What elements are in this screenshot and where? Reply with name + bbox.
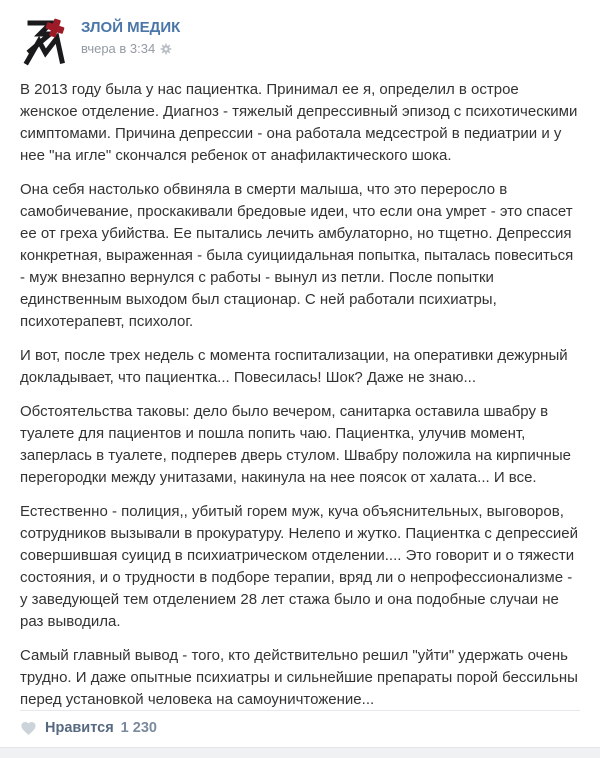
author-avatar[interactable] [16,15,68,67]
post-header [0,0,600,77]
zm-logo-icon [16,15,68,67]
likes-row [0,711,600,747]
post-paragraph: Обстоятельства таковы: дело было вечером, санитарка оставила швабру в туалете для пациентов и пошла попить чаю. Пациентка, улучив момент, заперлась в туалете, подперев дверь стулом. Швабру положила на кирпичные перегородки между унитазами, накинула на нее поясок от халата... И все. [20,403,571,486]
post-timestamp-link[interactable]: вчера в 3:34 [81,41,156,56]
post-paragraph: Самый главный вывод - того, кто действительно решил "уйти" удержать очень трудно. И даже опытные психиатры и сильнейшие препараты порой бессильны перед установкой человека на самоуничтожение... [20,647,578,708]
heart-icon [20,720,37,736]
like-count: 1 230 [120,720,157,736]
post-text [0,77,600,710]
like-label: Нравится [45,720,114,736]
post-paragraph: И вот, после трех недель с момента госпитализации, на оперативки дежурный докладывает, что пациентка... Повесилась! Шок? Даже не знаю... [20,347,568,386]
author-name-link[interactable]: ЗЛОЙ МЕДИК [81,19,181,36]
post-paragraph: Естественно - полиция,, убитый горем муж, куча объяснительных, выговоров, сотрудников вызывали в прокуратуру. Нелепо и жутко. Пациентка с депрессией совершившая суицид в психиатрическом отделении.... Это говорит и о тяжести состояния, и о трудности в подборе терапии, вряд ли о непрофессионализме - у заведующей тем отделением 28 лет стажа было и она подобные случаи не раз выводила. [20,503,579,630]
page-background-strip [0,748,600,758]
post-header-info [81,15,180,56]
gear-icon [160,43,172,55]
post-footer [0,710,600,747]
post-meta-row [81,41,180,56]
post-paragraph: Она себя настолько обвиняла в смерти малыша, что это переросло в самобичевание, проскакивали бредовые идеи, что если она умрет - это спасет ее от греха убийства. Ее пытались лечить амбулаторно, но тщетно. Депрессия конкретная, выраженная - была суициидальная попытка, пыталась повеситься - муж внезапно вернулся с работы - вынул из петли. После попытки единственным выходом был стационар. С ней работали психиатры, психотерапевт, психолог. [20,181,574,330]
post-paragraph: В 2013 году была у нас пациентка. Принимал ее я, определил в острое женское отделение. Диагноз - тяжелый депрессивный эпизод с психотическими симптомами. Причина депрессии - она работала медсестрой в педиатрии и у нее "на игле" скончался ребенок от анафилактического шока. [20,81,578,164]
like-button[interactable] [20,720,157,736]
